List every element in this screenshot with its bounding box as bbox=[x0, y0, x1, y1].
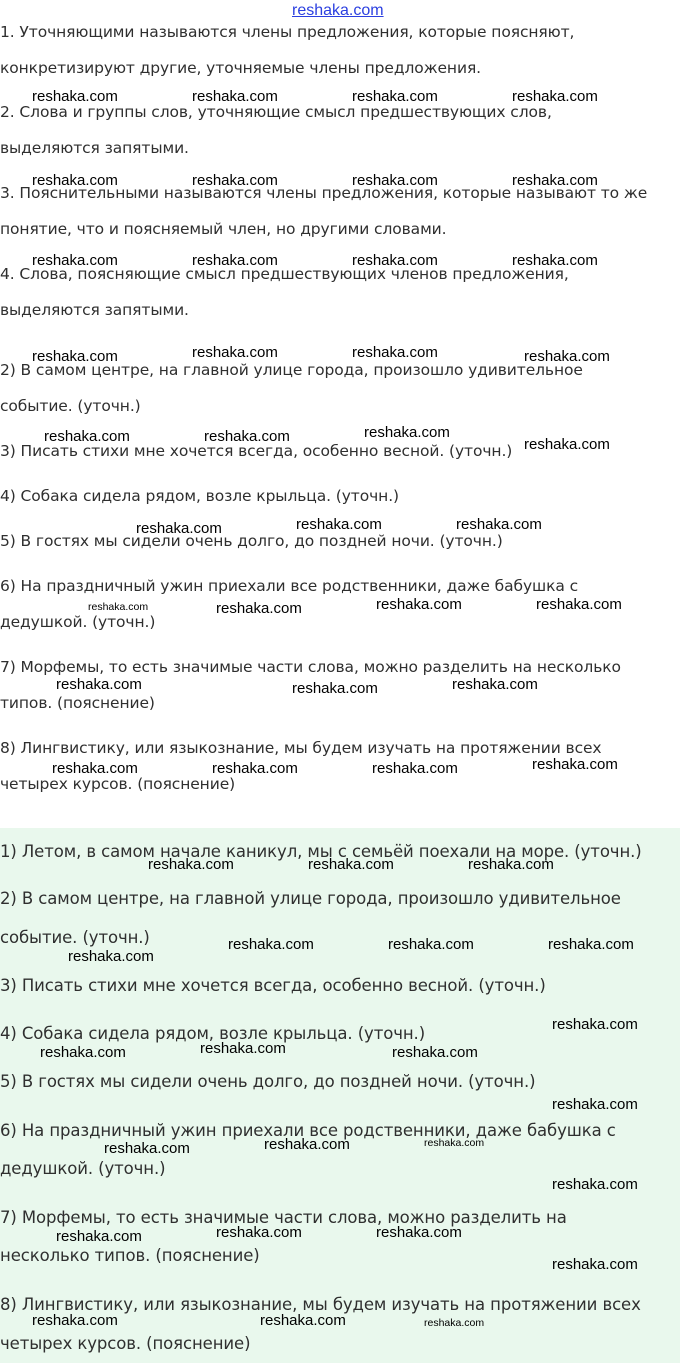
watermark: reshaka.com bbox=[32, 348, 118, 365]
watermark: reshaka.com bbox=[552, 1096, 638, 1113]
watermark: reshaka.com bbox=[376, 596, 462, 613]
answer-line: 3) Писать стихи мне хочется всегда, особенно весной. (уточн.) bbox=[0, 976, 546, 995]
exercise-line: 7) Морфемы, то есть значимые части слова, можно разделить на несколько bbox=[0, 658, 621, 676]
answer-line: 8) Лингвистику, или языкознание, мы будем изучать на протяжении всех bbox=[0, 1295, 641, 1314]
theory-line: выделяются запятыми. bbox=[0, 139, 189, 157]
watermark: reshaka.com bbox=[56, 676, 142, 693]
theory-line: 1. Уточняющими называются члены предложения, которые поясняют, bbox=[0, 23, 575, 41]
answer-line: 2) В самом центре, на главной улице города, произошло удивительное bbox=[0, 889, 621, 908]
watermark: reshaka.com bbox=[552, 1016, 638, 1033]
watermark: reshaka.com bbox=[292, 680, 378, 697]
watermark: reshaka.com bbox=[104, 1140, 190, 1157]
watermark: reshaka.com bbox=[264, 1136, 350, 1153]
watermark: reshaka.com bbox=[524, 436, 610, 453]
watermark: reshaka.com bbox=[68, 948, 154, 965]
answer-line: 4) Собака сидела рядом, возле крыльца. (уточн.) bbox=[0, 1024, 426, 1043]
exercise-line: четырех курсов. (пояснение) bbox=[0, 775, 236, 793]
answer-line: 5) В гостях мы сидели очень долго, до поздней ночи. (уточн.) bbox=[0, 1072, 536, 1091]
theory-line: 4. Слова, поясняющие смысл предшествующих членов предложения, bbox=[0, 265, 569, 283]
watermark: reshaka.com bbox=[308, 856, 394, 873]
watermark: reshaka.com bbox=[536, 596, 622, 613]
watermark: reshaka.com bbox=[192, 252, 278, 269]
answer-line: 7) Морфемы, то есть значимые части слова, можно разделить на bbox=[0, 1208, 567, 1227]
watermark: reshaka.com bbox=[532, 756, 618, 773]
watermark: reshaka.com bbox=[352, 88, 438, 105]
watermark: reshaka.com bbox=[204, 428, 290, 445]
watermark: reshaka.com bbox=[148, 856, 234, 873]
theory-line: конкретизируют другие, уточняемые члены предложения. bbox=[0, 59, 481, 77]
exercise-line: 5) В гостях мы сидели очень долго, до поздней ночи. (уточн.) bbox=[0, 532, 503, 550]
watermark: reshaka.com bbox=[200, 1040, 286, 1057]
watermark: reshaka.com bbox=[552, 1256, 638, 1273]
watermark: reshaka.com bbox=[192, 172, 278, 189]
watermark: reshaka.com bbox=[512, 88, 598, 105]
answer-line: событие. (уточн.) bbox=[0, 928, 150, 947]
watermark: reshaka.com bbox=[388, 936, 474, 953]
watermark: reshaka.com bbox=[260, 1312, 346, 1329]
theory-line: выделяются запятыми. bbox=[0, 301, 189, 319]
exercise-line: событие. (уточн.) bbox=[0, 397, 141, 415]
exercise-line: 8) Лингвистику, или языкознание, мы будем изучать на протяжении всех bbox=[0, 739, 602, 757]
watermark: reshaka.com bbox=[456, 516, 542, 533]
exercise-line: дедушкой. (уточн.) bbox=[0, 613, 156, 631]
theory-line: 3. Пояснительными называются члены предложения, которые называют то же bbox=[0, 184, 648, 202]
theory-line: понятие, что и поясняемый член, но другими словами. bbox=[0, 220, 447, 238]
watermark: reshaka.com bbox=[52, 760, 138, 777]
theory-line: 2. Слова и группы слов, уточняющие смысл предшествующих слов, bbox=[0, 103, 552, 121]
watermark: reshaka.com bbox=[228, 936, 314, 953]
watermark: reshaka.com bbox=[216, 1224, 302, 1241]
answer-line: 1) Летом, в самом начале каникул, мы с семьёй поехали на море. (уточн.) bbox=[0, 842, 642, 861]
watermark: reshaka.com bbox=[192, 88, 278, 105]
watermark: reshaka.com bbox=[512, 252, 598, 269]
watermark: reshaka.com bbox=[548, 936, 634, 953]
watermark: reshaka.com bbox=[192, 344, 278, 361]
watermark: reshaka.com bbox=[32, 88, 118, 105]
watermark: reshaka.com bbox=[136, 520, 222, 537]
watermark: reshaka.com bbox=[40, 1044, 126, 1061]
watermark: reshaka.com bbox=[452, 676, 538, 693]
watermark: reshaka.com bbox=[372, 760, 458, 777]
watermark: reshaka.com bbox=[32, 172, 118, 189]
watermark: reshaka.com bbox=[212, 760, 298, 777]
watermark: reshaka.com bbox=[88, 601, 149, 613]
exercise-line: типов. (пояснение) bbox=[0, 694, 155, 712]
exercise-line: 6) На праздничный ужин приехали все родственники, даже бабушка с bbox=[0, 577, 579, 595]
watermark: reshaka.com bbox=[552, 1176, 638, 1193]
watermark: reshaka.com bbox=[468, 856, 554, 873]
watermark: reshaka.com bbox=[364, 424, 450, 441]
answer-line: несколько типов. (пояснение) bbox=[0, 1246, 260, 1265]
watermark: reshaka.com bbox=[512, 172, 598, 189]
watermark: reshaka.com bbox=[352, 252, 438, 269]
answer-line: 6) На праздничный ужин приехали все родственники, даже бабушка с bbox=[0, 1121, 616, 1140]
watermark: reshaka.com bbox=[44, 428, 130, 445]
watermark: reshaka.com bbox=[352, 344, 438, 361]
site-brand-link[interactable]: reshaka.com bbox=[292, 2, 384, 19]
watermark: reshaka.com bbox=[56, 1228, 142, 1245]
watermark: reshaka.com bbox=[216, 600, 302, 617]
exercise-line: 4) Собака сидела рядом, возле крыльца. (уточн.) bbox=[0, 487, 399, 505]
watermark: reshaka.com bbox=[296, 516, 382, 533]
answer-line: дедушкой. (уточн.) bbox=[0, 1159, 166, 1178]
watermark: reshaka.com bbox=[32, 252, 118, 269]
answer-line: четырех курсов. (пояснение) bbox=[0, 1334, 251, 1353]
watermark: reshaka.com bbox=[424, 1317, 485, 1329]
exercise-line: 2) В самом центре, на главной улице города, произошло удивительное bbox=[0, 361, 583, 379]
exercise-line: 3) Писать стихи мне хочется всегда, особенно весной. (уточн.) bbox=[0, 442, 513, 460]
watermark: reshaka.com bbox=[352, 172, 438, 189]
watermark: reshaka.com bbox=[424, 1137, 485, 1149]
watermark: reshaka.com bbox=[376, 1224, 462, 1241]
watermark: reshaka.com bbox=[524, 348, 610, 365]
watermark: reshaka.com bbox=[32, 1312, 118, 1329]
watermark: reshaka.com bbox=[392, 1044, 478, 1061]
